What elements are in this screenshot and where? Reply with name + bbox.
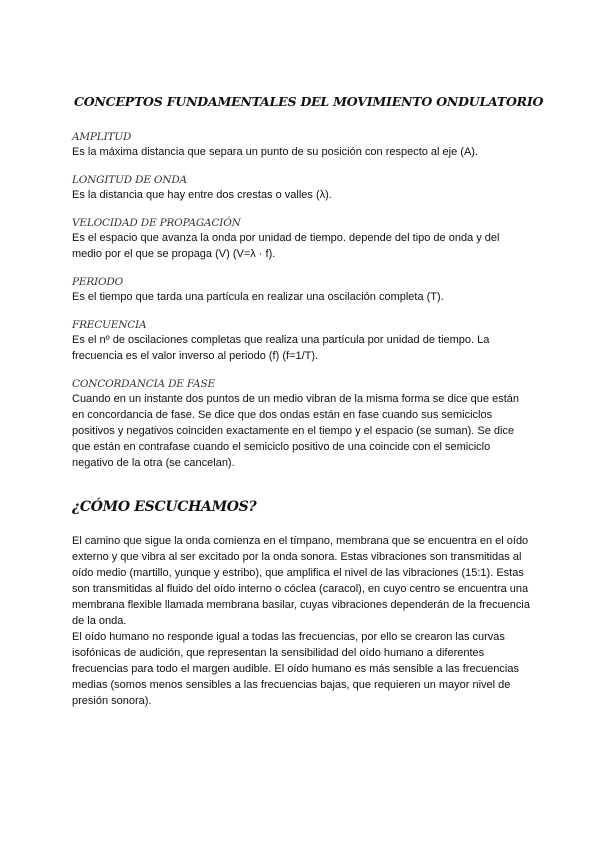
section-heading: AMPLITUD bbox=[72, 131, 132, 143]
section-heading: VELOCIDAD DE PROPAGACIÓN bbox=[72, 217, 241, 229]
paragraph: El oído humano no responde igual a todas las frecuencias, por ello se crearon las curvas isofónicas de audición, que representan la sensibilidad del oído humano a diferentes frecuencias para todo el margen audible. El oído humano es más sensible a las frecuencias medias (somos menos sensibles a las frecuencias bajas, que requieren un mayor nivel de presión sonora). bbox=[72, 631, 519, 707]
section-title-como-escuchamos: ¿CÓMO ESCUCHAMOS? bbox=[72, 499, 257, 515]
section-body: Es el nº de oscilaciones completas que realiza una partícula por unidad de tiempo. La frecuencia es el valor inverso al periodo (f) (f=1/T). bbox=[72, 334, 490, 362]
document-page bbox=[72, 94, 544, 709]
section-body: Es el espacio que avanza la onda por unidad de tiempo. depende del tipo de onda y del medio por el que se propaga (V) (V=λ · f). bbox=[72, 232, 500, 260]
section-periodo bbox=[72, 276, 532, 305]
section-heading: LONGITUD DE ONDA bbox=[72, 174, 187, 186]
section-heading: CONCORDANCIA DE FASE bbox=[72, 378, 215, 390]
section-velocidad-de-propagacion bbox=[72, 217, 532, 262]
section-heading: FRECUENCIA bbox=[72, 319, 147, 331]
section-body: Es el tiempo que tarda una partícula en realizar una oscilación completa (T). bbox=[72, 291, 444, 303]
section-body: Es la distancia que hay entre dos crestas o valles (λ). bbox=[72, 189, 332, 201]
section-frecuencia bbox=[72, 319, 532, 364]
paragraph: El camino que sigue la onda comienza en el tímpano, membrana que se encuentra en el oído externo y que vibra al ser excitado por la onda sonora. Estas vibraciones son transmitidas al oído medio (martillo, yunque y estribo), que amplifica el nivel de las vibraciones (15:1). Estas son transmitidas al fluido del oído interno o cóclea (caracol), en cuyo centro se encuentra una membrana flexible llamada membrana basilar, cuyas vibraciones dependerán de la frecuencia de la onda. bbox=[72, 535, 530, 627]
section-body: Es la máxima distancia que separa un punto de su posición con respecto al eje (A). bbox=[72, 146, 479, 158]
section-concordancia-de-fase bbox=[72, 378, 532, 471]
section-heading: PERIODO bbox=[72, 276, 124, 288]
section-amplitud bbox=[72, 131, 532, 160]
section-body: Cuando en un instante dos puntos de un medio vibran de la misma forma se dice que están en concordancia de fase. Se dice que dos ondas están en fase cuando sus semiciclos positivos y negativos coinciden exactamente en el tiempo y el espacio (se suman). Se dice que están en contrafase cuando el semiciclo positivo de una coincide con el semiciclo negativo de la otra (se cancelan). bbox=[72, 393, 519, 469]
section-longitud-de-onda bbox=[72, 174, 532, 203]
document-title: CONCEPTOS FUNDAMENTALES DEL MOVIMIENTO ONDULATORIO bbox=[74, 94, 544, 109]
